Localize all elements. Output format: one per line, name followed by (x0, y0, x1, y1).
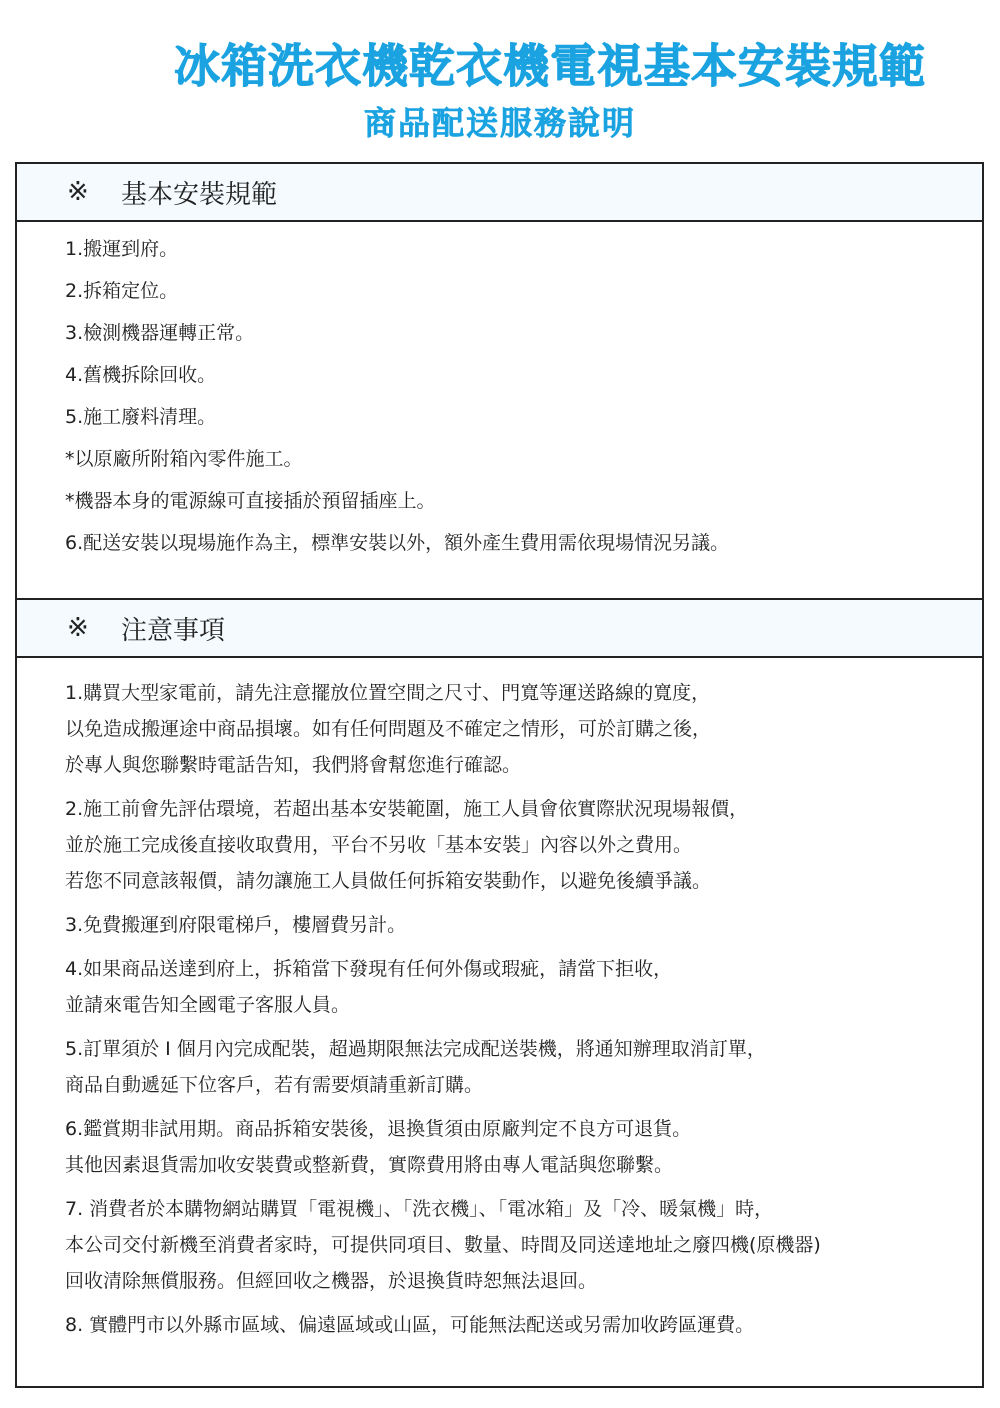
list-item: 5.施工廢料清理。 (65, 406, 217, 428)
list-item: 2.拆箱定位。 (65, 280, 179, 302)
notice-line: 2.施工前會先評估環境，若超出基本安裝範圍，施工人員會依實際狀況現場報價， (65, 798, 749, 820)
notice-line: 3.免費搬運到府限電梯戶，樓層費另計。 (65, 914, 407, 936)
section-header (17, 600, 982, 658)
notice-line: 於專人與您聯繫時電話告知，我們將會幫您進行確認。 (65, 754, 522, 776)
notice-line: 8. 實體門市以外縣市區域、偏遠區域或山區，可能無法配送或另需加收跨區運費。 (65, 1314, 755, 1336)
list-item: 3.檢測機器運轉正常。 (65, 322, 255, 344)
notices-panel (15, 598, 984, 1388)
notice-line: 並請來電告知全國電子客服人員。 (65, 994, 351, 1016)
list-item: *機器本身的電源線可直接插於預留插座上。 (65, 490, 436, 512)
notice-line: 其他因素退貨需加收安裝費或整新費，實際費用將由專人電話與您聯繫。 (65, 1154, 674, 1176)
notice-line: 本公司交付新機至消費者家時，可提供同項目、數量、時間及同送達地址之廢四機(原機器) (65, 1234, 821, 1256)
notice-item (17, 1191, 982, 1299)
notice-line: 1.購買大型家電前，請先注意擺放位置空間之尺寸、門寬等運送路線的寬度， (65, 682, 711, 704)
notices-list (17, 658, 982, 1343)
section-heading: 基本安裝規範 (121, 179, 278, 210)
notice-item (17, 1031, 982, 1103)
notice-item (17, 675, 982, 783)
notice-line: 若您不同意該報價，請勿讓施工人員做任何拆箱安裝動作，以避免後續爭議。 (65, 870, 712, 892)
list-item: *以原廠所附箱內零件施工。 (65, 448, 303, 470)
notice-item (17, 1111, 982, 1183)
notice-line: 6.鑑賞期非試用期。商品拆箱安裝後，退換貨須由原廠判定不良方可退貨。 (65, 1118, 692, 1140)
notice-line: 並於施工完成後直接收取費用，平台不另收「基本安裝」內容以外之費用。 (65, 834, 693, 856)
page-title: 冰箱洗衣機乾衣機電視基本安裝規範 (174, 39, 926, 93)
notice-line: 4.如果商品送達到府上，拆箱當下發現有任何外傷或瑕疵，請當下拒收， (65, 958, 673, 980)
list-item: 1.搬運到府。 (65, 238, 179, 260)
notice-item (17, 1307, 982, 1343)
list-item: 6.配送安裝以現場施作為主，標準安裝以外，額外產生費用需依現場情況另議。 (65, 532, 730, 554)
notice-item (17, 791, 982, 899)
reference-mark-icon: ※ (67, 177, 89, 207)
notice-item (17, 951, 982, 1023)
installation-standards-panel (15, 162, 984, 600)
notice-line: 5.訂單須於 I 個月內完成配裝，超過期限無法完成配送裝機，將通知辦理取消訂單， (65, 1038, 766, 1060)
notice-line: 商品自動遞延下位客戶，若有需要煩請重新訂購。 (65, 1074, 484, 1096)
notice-item (17, 907, 982, 943)
notice-line: 以免造成搬運途中商品損壞。如有任何問題及不確定之情形，可於訂購之後， (65, 718, 712, 740)
section-header (17, 164, 982, 222)
notice-line: 7. 消費者於本購物網站購買「電視機」、「洗衣機」、「電冰箱」及「冷、暖氣機」時， (65, 1198, 774, 1220)
notice-line: 回收清除無償服務。但經回收之機器，於退換貨時恕無法退回。 (65, 1270, 598, 1292)
standards-list (17, 222, 982, 571)
page-subtitle: 商品配送服務說明 (363, 104, 636, 142)
list-item: 4.舊機拆除回收。 (65, 364, 217, 386)
section-heading: 注意事項 (121, 615, 226, 646)
reference-mark-icon: ※ (67, 613, 89, 643)
